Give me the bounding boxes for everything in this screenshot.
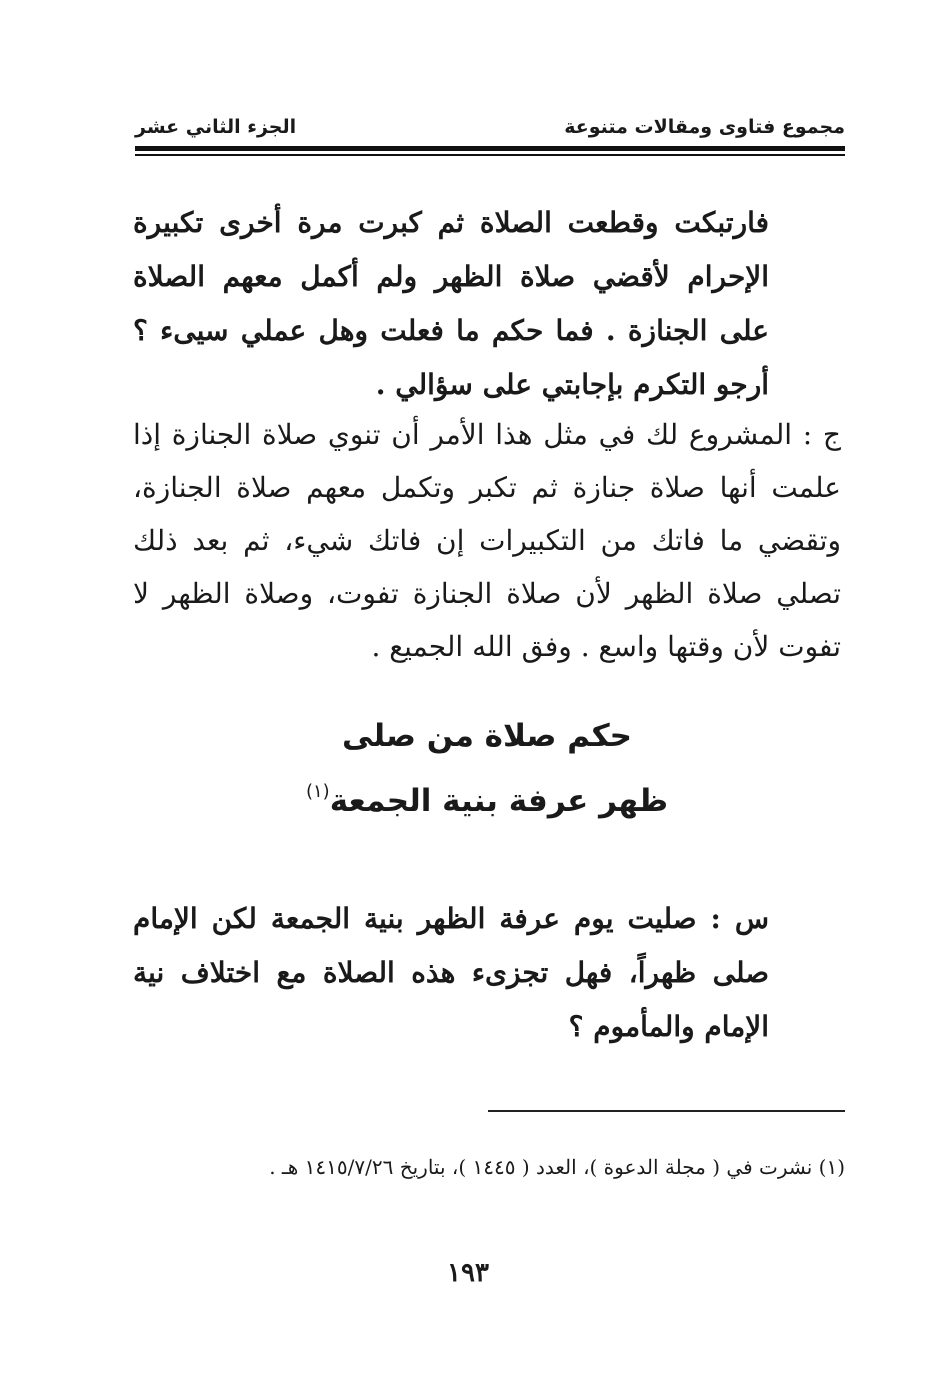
volume-label: الجزء الثاني عشر [135,116,297,138]
page-number: ١٩٣ [447,1258,489,1288]
section-heading-line-1: حكم صلاة من صلى [342,718,632,754]
header-rule-thin [135,154,845,156]
footnote [133,1148,845,1186]
footnote-separator [488,1110,845,1112]
footnote-marker: (١) [305,781,330,802]
section-heading [133,708,841,829]
running-head [135,112,845,146]
footnote-text: (١) نشرت في ( مجلة الدعوة )، العدد ( ١٤٤٥ )، بتاريخ ١٤١٥/٧/٢٦ هـ . [269,1155,845,1179]
answer-text: ج : المشروع لك في مثل هذا الأمر أن تنوي صلاة الجنازة إذا علمت أنها صلاة جنازة ثم تكبر وتكمل معهم صلاة الجنازة، وتقضي ما فاتك من التكبيرات إن فاتك شيء، ثم بعد ذلك تصلي صلاة الظهر لأن صلاة الجنازة تفوت، وصلاة الظهر لا تفوت لأن وقتها واسع . وفق الله الجميع . [133,418,841,663]
question-text: س : صليت يوم عرفة الظهر بنية الجمعة لكن الإمام صلى ظهراً، فهل تجزىء هذه الصلاة مع اختلاف نية الإمام والمأموم ؟ [133,902,769,1043]
question-continuation-text: فارتبكت وقطعت الصلاة ثم كبرت مرة أخرى تكبيرة الإحرام لأقضي صلاة الظهر ولم أكمل معهم الصلاة على الجنازة . فما حكم ما فعلت وهل عملي سيىء ؟ أرجو التكرم بإجابتي على سؤالي . [133,206,769,401]
question-paragraph [133,892,769,1054]
question-continuation [133,196,769,412]
section-heading-line-2-text: ظهر عرفة بنية الجمعة [329,783,669,819]
book-title: مجموع فتاوى ومقالات متنوعة [564,116,845,138]
answer-paragraph [133,408,841,673]
section-heading-line-2 [133,764,841,829]
header-rule-thick [135,146,845,151]
